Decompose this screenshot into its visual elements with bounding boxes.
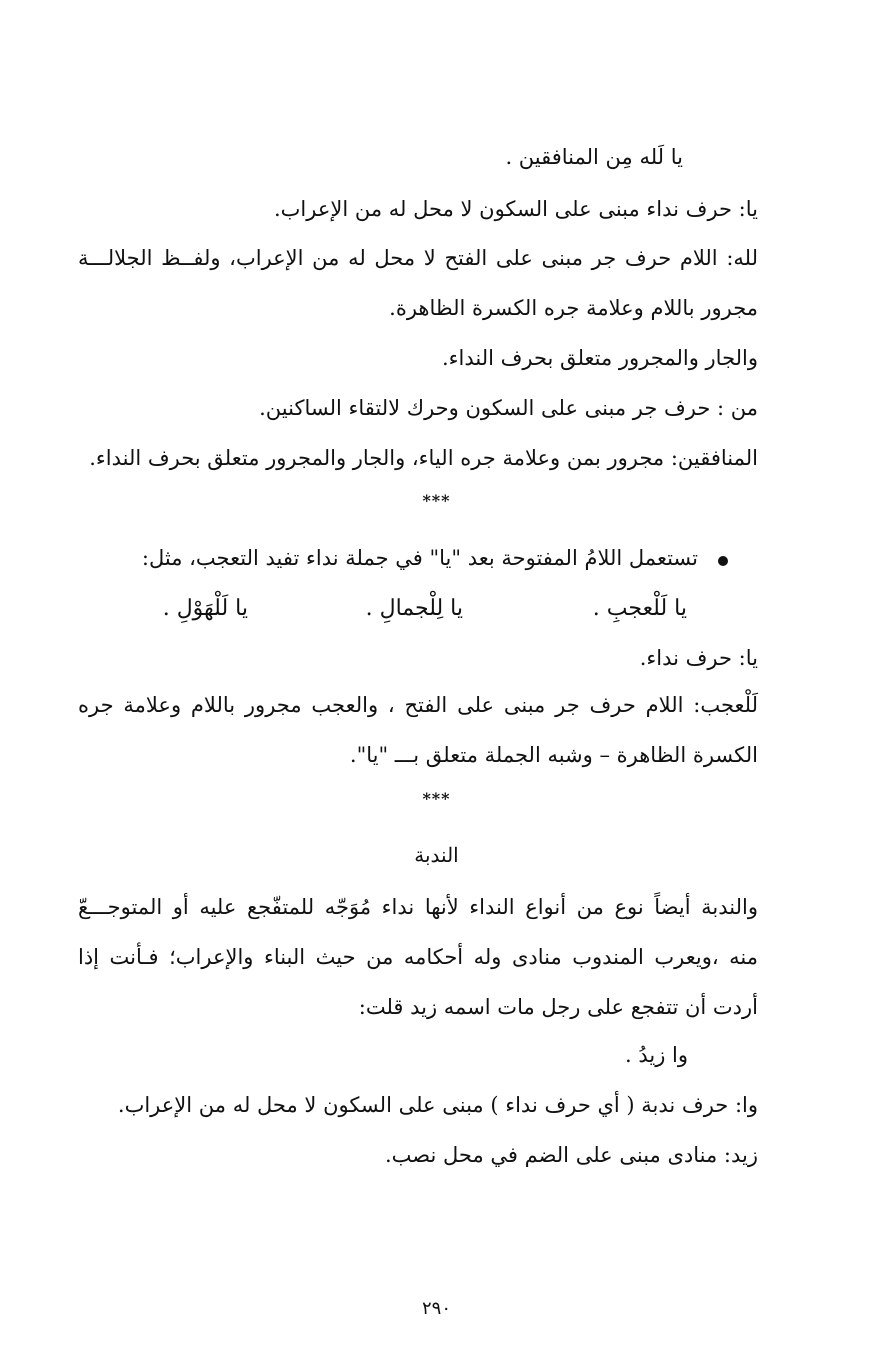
section-separator: *** (422, 491, 451, 510)
section-separator: *** (422, 789, 451, 808)
section-title: الندبة (414, 843, 459, 867)
bullet-icon (718, 556, 728, 566)
example-1: يا لَلْعجبِ . (592, 596, 687, 621)
text-line: وا: حرف ندبة ( أي حرف نداء ) مبنى على السكون لا محل له من الإعراب. (117, 1093, 758, 1117)
text-line: لَلْعجب: اللام حرف جر مبنى على الفتح ، والعجب مجرور باللام وعلامة جره (78, 693, 758, 717)
text-line: الكسرة الظاهرة – وشبه الجملة متعلق بـــ "يا". (349, 743, 758, 767)
text-line: يا: حرف نداء. (639, 646, 758, 670)
text-line: يا: حرف نداء مبنى على السكون لا محل له من الإعراب. (273, 197, 758, 221)
text-line: زيد: منادى مبنى على الضم في محل نصب. (384, 1143, 758, 1167)
text-line: والجار والمجرور متعلق بحرف النداء. (441, 346, 758, 370)
example-3: يا لَلْهَوْلِ . (162, 596, 248, 621)
text-line: والندبة أيضاً نوع من أنواع النداء لأنها نداء مُوَجّه للمتفّجع عليه أو المتوجـــعّ (78, 895, 758, 919)
text-line: منه ،ويعرب المندوب منادى وله أحكامه من حيث البناء والإعراب؛ فـأنت إذا (78, 945, 758, 969)
page-number: ٢٩٠ (421, 1298, 451, 1319)
bullet-item: تستعمل اللامُ المفتوحة بعد "يا" في جملة نداء تفيد التعجب، مثل: (141, 546, 698, 570)
example-sentence: وا زيدُ . (624, 1043, 688, 1067)
example-2: يا لِلْجمالِ . (365, 596, 463, 621)
text-line: من : حرف جر مبنى على السكون وحرك لالتقاء الساكنين. (259, 396, 758, 420)
text-line: مجرور باللام وعلامة جره الكسرة الظاهرة. (389, 296, 758, 320)
text-line: المنافقين: مجرور بمن وعلامة جره الياء، والجار والمجرور متعلق بحرف النداء. (89, 446, 758, 470)
text-line: أردت أن تتفجع على رجل مات اسمه زيد قلت: (358, 995, 758, 1019)
text-line: لله: اللام حرف جر مبنى على الفتح لا محل له من الإعراب، ولفــظ الجلالـــة (78, 246, 758, 270)
example-sentence: يا لَله مِن المنافقين . (505, 145, 683, 169)
